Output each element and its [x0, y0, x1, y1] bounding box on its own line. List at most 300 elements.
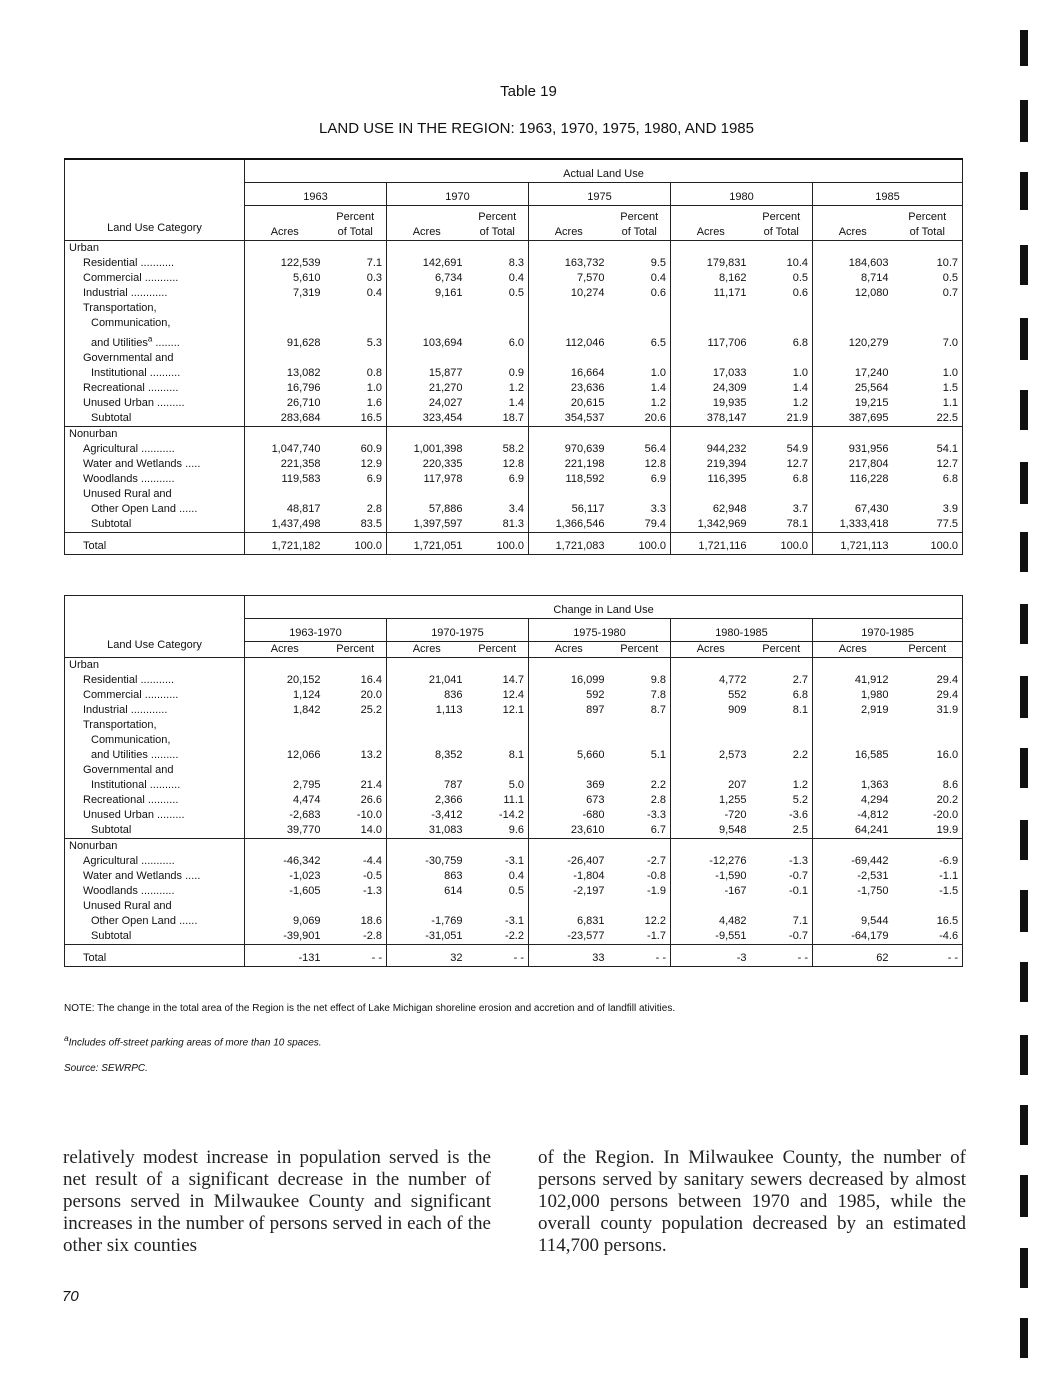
- acres-value: 4,474: [292, 794, 321, 806]
- acres-value: 1,397,597: [387, 517, 467, 533]
- acres-value: 142,691: [422, 257, 463, 269]
- empty-cell: [751, 658, 813, 674]
- row-label: [65, 517, 245, 533]
- acres-value: 387,695: [813, 411, 893, 427]
- acres-value: -9,551: [671, 929, 751, 945]
- subtotal-label-text: Subtotal: [91, 930, 132, 942]
- percent-value: -14.2: [467, 808, 529, 823]
- category-label-text: Unused Rural and: [83, 487, 172, 500]
- acres-value: -39,901: [245, 929, 325, 945]
- acres-value: 5,610: [292, 272, 321, 284]
- row-label: [65, 351, 245, 366]
- empty-cell: [893, 839, 963, 855]
- acres-value: 12,080: [854, 287, 889, 299]
- category-label-text: Residential: [83, 674, 138, 686]
- percent-value: 2.2: [751, 748, 813, 763]
- acres-value: 1,113: [435, 704, 463, 716]
- empty-cell: [751, 487, 813, 502]
- empty-cell: [813, 899, 893, 914]
- acres-value: -3: [671, 945, 751, 967]
- acres-header: Acres: [387, 642, 467, 658]
- category-label-text: Water and Wetlands: [83, 870, 183, 882]
- acres-value: 8,352: [434, 749, 463, 761]
- percent-value: 6.8: [751, 688, 813, 703]
- acres-value: 48,817: [286, 502, 321, 515]
- percent-value: 7.1: [751, 914, 813, 929]
- table-row: [65, 703, 963, 718]
- table-row: [65, 914, 963, 929]
- table-row: [65, 457, 963, 472]
- empty-cell: [893, 899, 963, 914]
- empty-cell: [245, 241, 325, 257]
- acres-value: 1,721,113: [813, 532, 893, 554]
- empty-cell: [467, 487, 529, 502]
- acres-header: Acres: [671, 642, 751, 658]
- column-group-header: 1975: [529, 183, 671, 206]
- acres-value: 221,358: [280, 457, 321, 470]
- percent-value: 29.4: [893, 673, 963, 688]
- percent-value: 100.0: [751, 532, 813, 554]
- table-row: [65, 808, 963, 823]
- acres-value: 62,948: [712, 502, 747, 515]
- table-row: [65, 271, 963, 286]
- empty-cell: [671, 763, 751, 778]
- category-label-text: Recreational: [83, 794, 145, 806]
- row-label: [65, 301, 245, 316]
- acres-value: 207: [728, 779, 747, 791]
- empty-cell: [467, 316, 529, 331]
- empty-cell: [245, 316, 325, 331]
- empty-cell: [245, 426, 325, 442]
- category-label-text: Industrial: [83, 287, 128, 299]
- category-label-text: Unused Urban: [83, 809, 154, 821]
- table-row: [65, 241, 963, 257]
- percent-value: -3.1: [467, 914, 529, 929]
- row-label: [65, 381, 245, 396]
- percent-value: 25.2: [325, 703, 387, 718]
- acres-value: 62: [813, 945, 893, 967]
- category-label-text: Transportation,: [83, 719, 157, 731]
- percent-value: 16.5: [893, 914, 963, 929]
- acres-value: 117,706: [707, 336, 747, 349]
- acres-value: 33: [529, 945, 609, 967]
- category-label: [83, 794, 178, 806]
- table-row: [65, 487, 963, 502]
- acres-value: 2,795: [292, 779, 321, 791]
- acres-value: 8,714: [860, 272, 889, 284]
- empty-cell: [387, 426, 467, 442]
- acres-value: 116,395: [707, 472, 747, 485]
- row-label: [65, 899, 245, 914]
- subtotal-label-text: Subtotal: [91, 824, 132, 836]
- total-label-text: Total: [83, 952, 107, 964]
- empty-cell: [813, 658, 893, 674]
- percent-value: 6.8: [751, 472, 813, 487]
- empty-cell: [467, 426, 529, 442]
- table-row: [65, 426, 963, 442]
- percent-value: 0.6: [609, 286, 671, 301]
- acres-value: -1,804: [573, 870, 605, 882]
- percent-value: 1.0: [893, 366, 963, 381]
- acres-value: -131: [245, 945, 325, 967]
- empty-cell: [609, 658, 671, 674]
- percent-value: 10.4: [751, 256, 813, 271]
- empty-cell: [325, 718, 387, 733]
- column-group-header: 1963-1970: [245, 619, 387, 642]
- empty-cell: [467, 658, 529, 674]
- percent-value: 6.7: [609, 823, 671, 839]
- acres-value: 9,544: [860, 915, 889, 927]
- percent-value: 0.6: [751, 286, 813, 301]
- table-row: [65, 331, 963, 351]
- category-label: [91, 503, 197, 515]
- leader-dots: ...........: [137, 472, 175, 485]
- category-label-text: Woodlands: [83, 885, 138, 897]
- table-row: [65, 411, 963, 427]
- percent-value: 2.5: [751, 823, 813, 839]
- acres-header: Acres: [671, 206, 751, 241]
- percent-value: 1.2: [751, 778, 813, 793]
- category-label: [83, 488, 172, 500]
- acres-value: 26,710: [286, 396, 321, 409]
- total-row: [65, 945, 963, 967]
- acres-value: -3,412: [431, 809, 463, 821]
- category-label: [91, 367, 180, 379]
- acres-value: -4,812: [857, 809, 889, 821]
- empty-cell: [387, 351, 467, 366]
- empty-cell: [467, 351, 529, 366]
- empty-cell: [609, 351, 671, 366]
- acres-value: 10,274: [570, 287, 605, 299]
- percent-label: Percent: [620, 211, 659, 223]
- category-label: [83, 870, 200, 882]
- change-land-use-table: [64, 595, 963, 967]
- category-label: [91, 734, 170, 746]
- row-label: [65, 502, 245, 517]
- percent-value: 1.5: [893, 381, 963, 396]
- percent-value: 2.8: [325, 502, 387, 517]
- acres-value: 9,548: [671, 823, 751, 839]
- leader-dots: ......: [176, 502, 198, 515]
- acres-value: 1,342,969: [671, 517, 751, 533]
- row-label: [65, 703, 245, 718]
- acres-value: 31,083: [387, 823, 467, 839]
- acres-value: 1,721,182: [245, 532, 325, 554]
- acres-value: 41,912: [854, 674, 889, 686]
- column-group-header: 1985: [813, 183, 963, 206]
- empty-cell: [325, 426, 387, 442]
- percent-value: 1.0: [609, 366, 671, 381]
- acres-value: 11,171: [713, 287, 747, 299]
- acres-value: 220,335: [422, 457, 463, 470]
- percent-value: 16.0: [893, 748, 963, 763]
- percent-value: 0.5: [751, 271, 813, 286]
- empty-cell: [609, 301, 671, 316]
- table-row: [65, 793, 963, 808]
- acres-value: 21,041: [428, 674, 463, 686]
- acres-value: -1,590: [715, 870, 747, 882]
- percent-value: -3.3: [609, 808, 671, 823]
- category-label: [91, 334, 180, 349]
- acres-value: 9,069: [292, 915, 321, 927]
- body-text-left-column: relatively modest increase in population served is the net result of a significant decrease in the number of persons served in Milwaukee County and significant increases in the number of persons served in each of the other six counties: [63, 1147, 491, 1256]
- row-label: [65, 316, 245, 331]
- category-label: [83, 287, 167, 299]
- percent-value: -0.8: [609, 869, 671, 884]
- category-label: [83, 382, 178, 394]
- empty-cell: [813, 718, 893, 733]
- row-label: [65, 331, 245, 351]
- empty-cell: [325, 316, 387, 331]
- acres-value: 7,570: [576, 272, 605, 284]
- acres-value: 20,615: [570, 396, 605, 409]
- category-label: [83, 900, 172, 912]
- empty-cell: [893, 487, 963, 502]
- row-label: [65, 945, 245, 967]
- empty-cell: [325, 839, 387, 855]
- percent-value: 0.9: [467, 366, 529, 381]
- acres-value: 1,333,418: [813, 517, 893, 533]
- percent-value: 100.0: [609, 532, 671, 554]
- acres-value: 25,564: [854, 381, 889, 394]
- acres-value: -167: [724, 885, 747, 897]
- percent-header: [609, 206, 671, 241]
- percent-value: -1.9: [609, 884, 671, 899]
- percent-value: -1.3: [325, 884, 387, 899]
- acres-value: -1,023: [289, 870, 321, 882]
- row-label: [65, 457, 245, 472]
- category-label-text: Unused Rural and: [83, 900, 172, 912]
- percent-value: 9.6: [467, 823, 529, 839]
- of-total-label: of Total: [621, 226, 657, 238]
- row-label: [65, 778, 245, 793]
- percent-value: 54.9: [751, 442, 813, 457]
- category-label: [91, 915, 197, 927]
- acres-value: -69,442: [851, 855, 889, 867]
- nonurban-section-label-text: Nonurban: [69, 427, 118, 440]
- empty-cell: [671, 301, 751, 316]
- row-label: [65, 271, 245, 286]
- acres-value: -26,407: [567, 855, 605, 867]
- percent-value: 5.3: [325, 331, 387, 351]
- empty-cell: [893, 733, 963, 748]
- percent-value: 2.7: [751, 673, 813, 688]
- empty-cell: [387, 718, 467, 733]
- acres-value: 614: [444, 885, 463, 897]
- acres-value: 16,664: [570, 366, 605, 379]
- empty-cell: [751, 733, 813, 748]
- percent-header: Percent: [467, 642, 529, 658]
- empty-cell: [387, 658, 467, 674]
- empty-cell: [529, 301, 609, 316]
- table-row: [65, 823, 963, 839]
- category-label-text: Institutional: [91, 366, 147, 379]
- row-label: [65, 426, 245, 442]
- table-row: [65, 381, 963, 396]
- percent-value: -2.2: [467, 929, 529, 945]
- empty-cell: [387, 763, 467, 778]
- acres-value: 1,721,116: [671, 532, 751, 554]
- acres-value: 24,309: [712, 381, 747, 394]
- empty-cell: [751, 718, 813, 733]
- row-label: [65, 763, 245, 778]
- column-group-header: 1970-1975: [387, 619, 529, 642]
- percent-value: 16.5: [325, 411, 387, 427]
- acres-value: -2,683: [289, 809, 321, 821]
- percent-value: 0.5: [467, 286, 529, 301]
- table-row: [65, 502, 963, 517]
- percent-value: 58.2: [467, 442, 529, 457]
- row-label: [65, 808, 245, 823]
- leader-dots: ...........: [141, 272, 179, 284]
- table-row: [65, 778, 963, 793]
- acres-value: -1,769: [431, 915, 463, 927]
- leader-dots: ............: [127, 287, 168, 299]
- category-label: [83, 764, 174, 776]
- empty-cell: [609, 487, 671, 502]
- acres-value: 5,660: [576, 749, 605, 761]
- percent-value: 1.4: [609, 381, 671, 396]
- acres-value: 897: [586, 704, 605, 716]
- percent-value: 100.0: [325, 532, 387, 554]
- table-row: [65, 884, 963, 899]
- empty-cell: [529, 316, 609, 331]
- row-label: [65, 718, 245, 733]
- table-row: [65, 763, 963, 778]
- percent-value: -6.9: [893, 854, 963, 869]
- percent-value: 12.8: [609, 457, 671, 472]
- table-row: [65, 718, 963, 733]
- row-label: [65, 733, 245, 748]
- empty-cell: [245, 658, 325, 674]
- percent-label: Percent: [336, 211, 375, 223]
- percent-value: 0.4: [325, 286, 387, 301]
- acres-value: 56,117: [571, 502, 605, 515]
- percent-value: 0.5: [467, 884, 529, 899]
- row-label: [65, 472, 245, 487]
- empty-cell: [751, 839, 813, 855]
- category-label-text: Industrial: [83, 704, 128, 716]
- leader-dots: ..........: [144, 794, 179, 806]
- acres-value: 15,877: [428, 366, 463, 379]
- empty-cell: [609, 899, 671, 914]
- empty-cell: [671, 718, 751, 733]
- percent-label: Percent: [478, 211, 517, 223]
- acres-value: 23,610: [529, 823, 609, 839]
- row-label: [65, 884, 245, 899]
- percent-value: 14.0: [325, 823, 387, 839]
- acres-value: 369: [586, 779, 605, 791]
- percent-header: Percent: [893, 642, 963, 658]
- total-label: [83, 952, 106, 964]
- empty-cell: [893, 763, 963, 778]
- nonurban-section-label: [69, 428, 117, 440]
- acres-value: 23,636: [570, 381, 605, 394]
- acres-value: 283,684: [245, 411, 325, 427]
- acres-value: 1,842: [292, 704, 321, 716]
- percent-value: 0.5: [893, 271, 963, 286]
- total-label-text: Total: [83, 539, 107, 552]
- acres-value: 32: [387, 945, 467, 967]
- leader-dots: ..........: [144, 381, 179, 394]
- percent-value: 0.4: [467, 869, 529, 884]
- row-label: [65, 673, 245, 688]
- leader-dots: ..........: [146, 366, 181, 379]
- percent-value: 8.3: [467, 256, 529, 271]
- empty-cell: [609, 839, 671, 855]
- empty-cell: [751, 316, 813, 331]
- category-label: [83, 689, 178, 701]
- table-title: LAND USE IN THE REGION: 1963, 1970, 1975, 1980, AND 1985: [319, 120, 754, 137]
- acres-value: 378,147: [671, 411, 751, 427]
- table-number: Table 19: [500, 83, 557, 100]
- acres-value: 4,294: [860, 794, 889, 806]
- empty-cell: [529, 241, 609, 257]
- acres-value: 91,628: [286, 336, 321, 349]
- acres-header: Acres: [245, 206, 325, 241]
- footnote-marker: a: [147, 334, 153, 343]
- acres-value: 64,241: [813, 823, 893, 839]
- table-row: [65, 316, 963, 331]
- row-label: [65, 793, 245, 808]
- row-label: [65, 411, 245, 427]
- category-label-text: Woodlands: [83, 472, 138, 485]
- subtotal-label-text: Subtotal: [91, 517, 132, 530]
- category-label-text: Residential: [83, 257, 138, 269]
- category-label: [83, 704, 167, 716]
- empty-cell: [529, 718, 609, 733]
- leader-dots: ........: [152, 336, 180, 349]
- percent-value: - -: [467, 945, 529, 967]
- empty-cell: [529, 899, 609, 914]
- leader-dots: ...........: [138, 442, 175, 455]
- acres-value: 163,732: [564, 257, 605, 269]
- acres-value: 592: [586, 689, 605, 701]
- leader-dots: ...........: [141, 689, 179, 701]
- row-label: [65, 748, 245, 763]
- acres-value: 39,770: [245, 823, 325, 839]
- percent-value: 3.3: [609, 502, 671, 517]
- urban-section-label-text: Urban: [69, 242, 99, 254]
- percent-label: Percent: [762, 211, 801, 223]
- empty-cell: [245, 718, 325, 733]
- acres-value: 1,124: [292, 689, 321, 701]
- acres-value: -1,750: [857, 885, 889, 897]
- empty-cell: [245, 733, 325, 748]
- acres-value: 1,001,398: [413, 442, 463, 455]
- percent-value: 6.8: [893, 472, 963, 487]
- empty-cell: [325, 487, 387, 502]
- percent-value: -2.7: [609, 854, 671, 869]
- empty-cell: [813, 426, 893, 442]
- row-label: [65, 396, 245, 411]
- percent-value: 60.9: [325, 442, 387, 457]
- acres-value: 673: [586, 794, 605, 806]
- acres-value: 103,694: [422, 336, 463, 349]
- column-group-header: 1980-1985: [671, 619, 813, 642]
- percent-value: 12.2: [609, 914, 671, 929]
- category-label-text: Commercial: [83, 272, 142, 284]
- leader-dots: ......: [176, 915, 198, 927]
- acres-value: 16,585: [854, 749, 889, 761]
- percent-value: 21.4: [325, 778, 387, 793]
- empty-cell: [893, 351, 963, 366]
- percent-value: -3.6: [751, 808, 813, 823]
- percent-value: 3.7: [751, 502, 813, 517]
- empty-cell: [893, 241, 963, 257]
- row-label: [65, 823, 245, 839]
- category-header: Land Use Category: [107, 222, 202, 234]
